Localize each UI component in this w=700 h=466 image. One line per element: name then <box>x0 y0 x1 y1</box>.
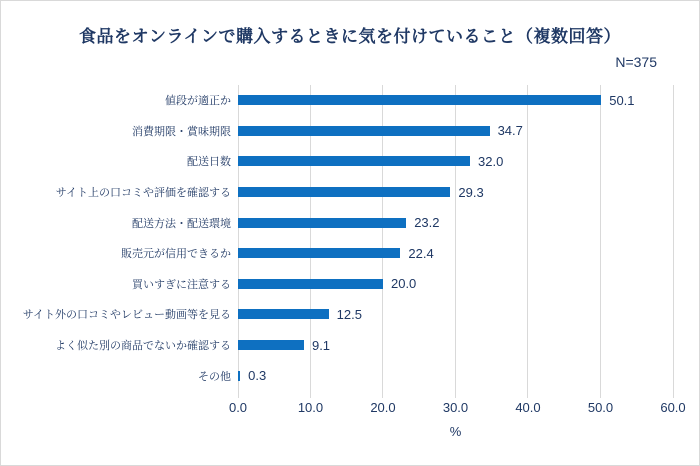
bar <box>238 309 329 319</box>
bar-row <box>238 238 673 269</box>
value-label: 50.1 <box>609 92 635 108</box>
bar <box>238 187 450 197</box>
bar <box>238 279 383 289</box>
bar-row <box>238 177 673 208</box>
value-label: 22.4 <box>408 245 434 261</box>
category-label: 配送方法・配送環境 <box>132 217 231 230</box>
x-tick-label: 20.0 <box>370 400 396 415</box>
bar-row <box>238 146 673 177</box>
x-tick-label: 50.0 <box>587 400 614 415</box>
chart-title: 食品をオンラインで購入するときに気を付けていること（複数回答） <box>79 27 621 46</box>
category-label: 消費期限・賞味期限 <box>132 125 231 138</box>
x-axis-title: % <box>449 424 462 439</box>
bar-row <box>238 299 673 330</box>
y-axis-category-labels <box>9 85 231 391</box>
category-label: 買いすぎに注意する <box>132 278 231 291</box>
bar-row <box>238 207 673 238</box>
x-tick-label: 30.0 <box>442 400 469 415</box>
category-label: サイト上の口コミや評価を確認する <box>55 187 231 200</box>
x-tick-label: 0.0 <box>228 400 248 415</box>
value-label: 34.7 <box>497 123 523 139</box>
value-label: 23.2 <box>414 215 440 231</box>
bar <box>238 156 470 166</box>
x-tick-label: 10.0 <box>297 400 324 415</box>
bar-row <box>238 360 673 391</box>
category-label: サイト外の口コミやレビュー動画等を見る <box>22 309 231 322</box>
bar-row <box>238 269 673 300</box>
x-tick-label: 40.0 <box>515 400 541 415</box>
bar <box>238 218 406 228</box>
bar <box>238 95 601 105</box>
x-axis-tick-labels <box>228 400 686 415</box>
category-label: 配送日数 <box>187 156 231 169</box>
bar <box>238 340 304 350</box>
value-label: 9.1 <box>311 337 331 353</box>
category-label: その他 <box>198 370 231 383</box>
value-label: 12.5 <box>336 306 362 322</box>
category-label: 値段が適正か <box>165 95 231 108</box>
value-label: 29.3 <box>458 184 484 200</box>
bar <box>238 371 240 381</box>
category-label: よく似た別の商品でないか確認する <box>55 340 231 353</box>
x-tick-label: 60.0 <box>660 400 686 415</box>
bar <box>238 126 490 136</box>
value-label: 0.3 <box>248 368 267 384</box>
category-label: 販売元が信用できるか <box>121 248 231 261</box>
sample-size-label: N=375 <box>615 54 657 70</box>
value-label: 20.0 <box>390 276 417 292</box>
plot-area <box>238 85 673 391</box>
bar-row <box>238 116 673 147</box>
value-label: 32.0 <box>478 153 504 169</box>
bar <box>238 248 400 258</box>
bar-row <box>238 330 673 361</box>
bar-row <box>238 85 673 116</box>
